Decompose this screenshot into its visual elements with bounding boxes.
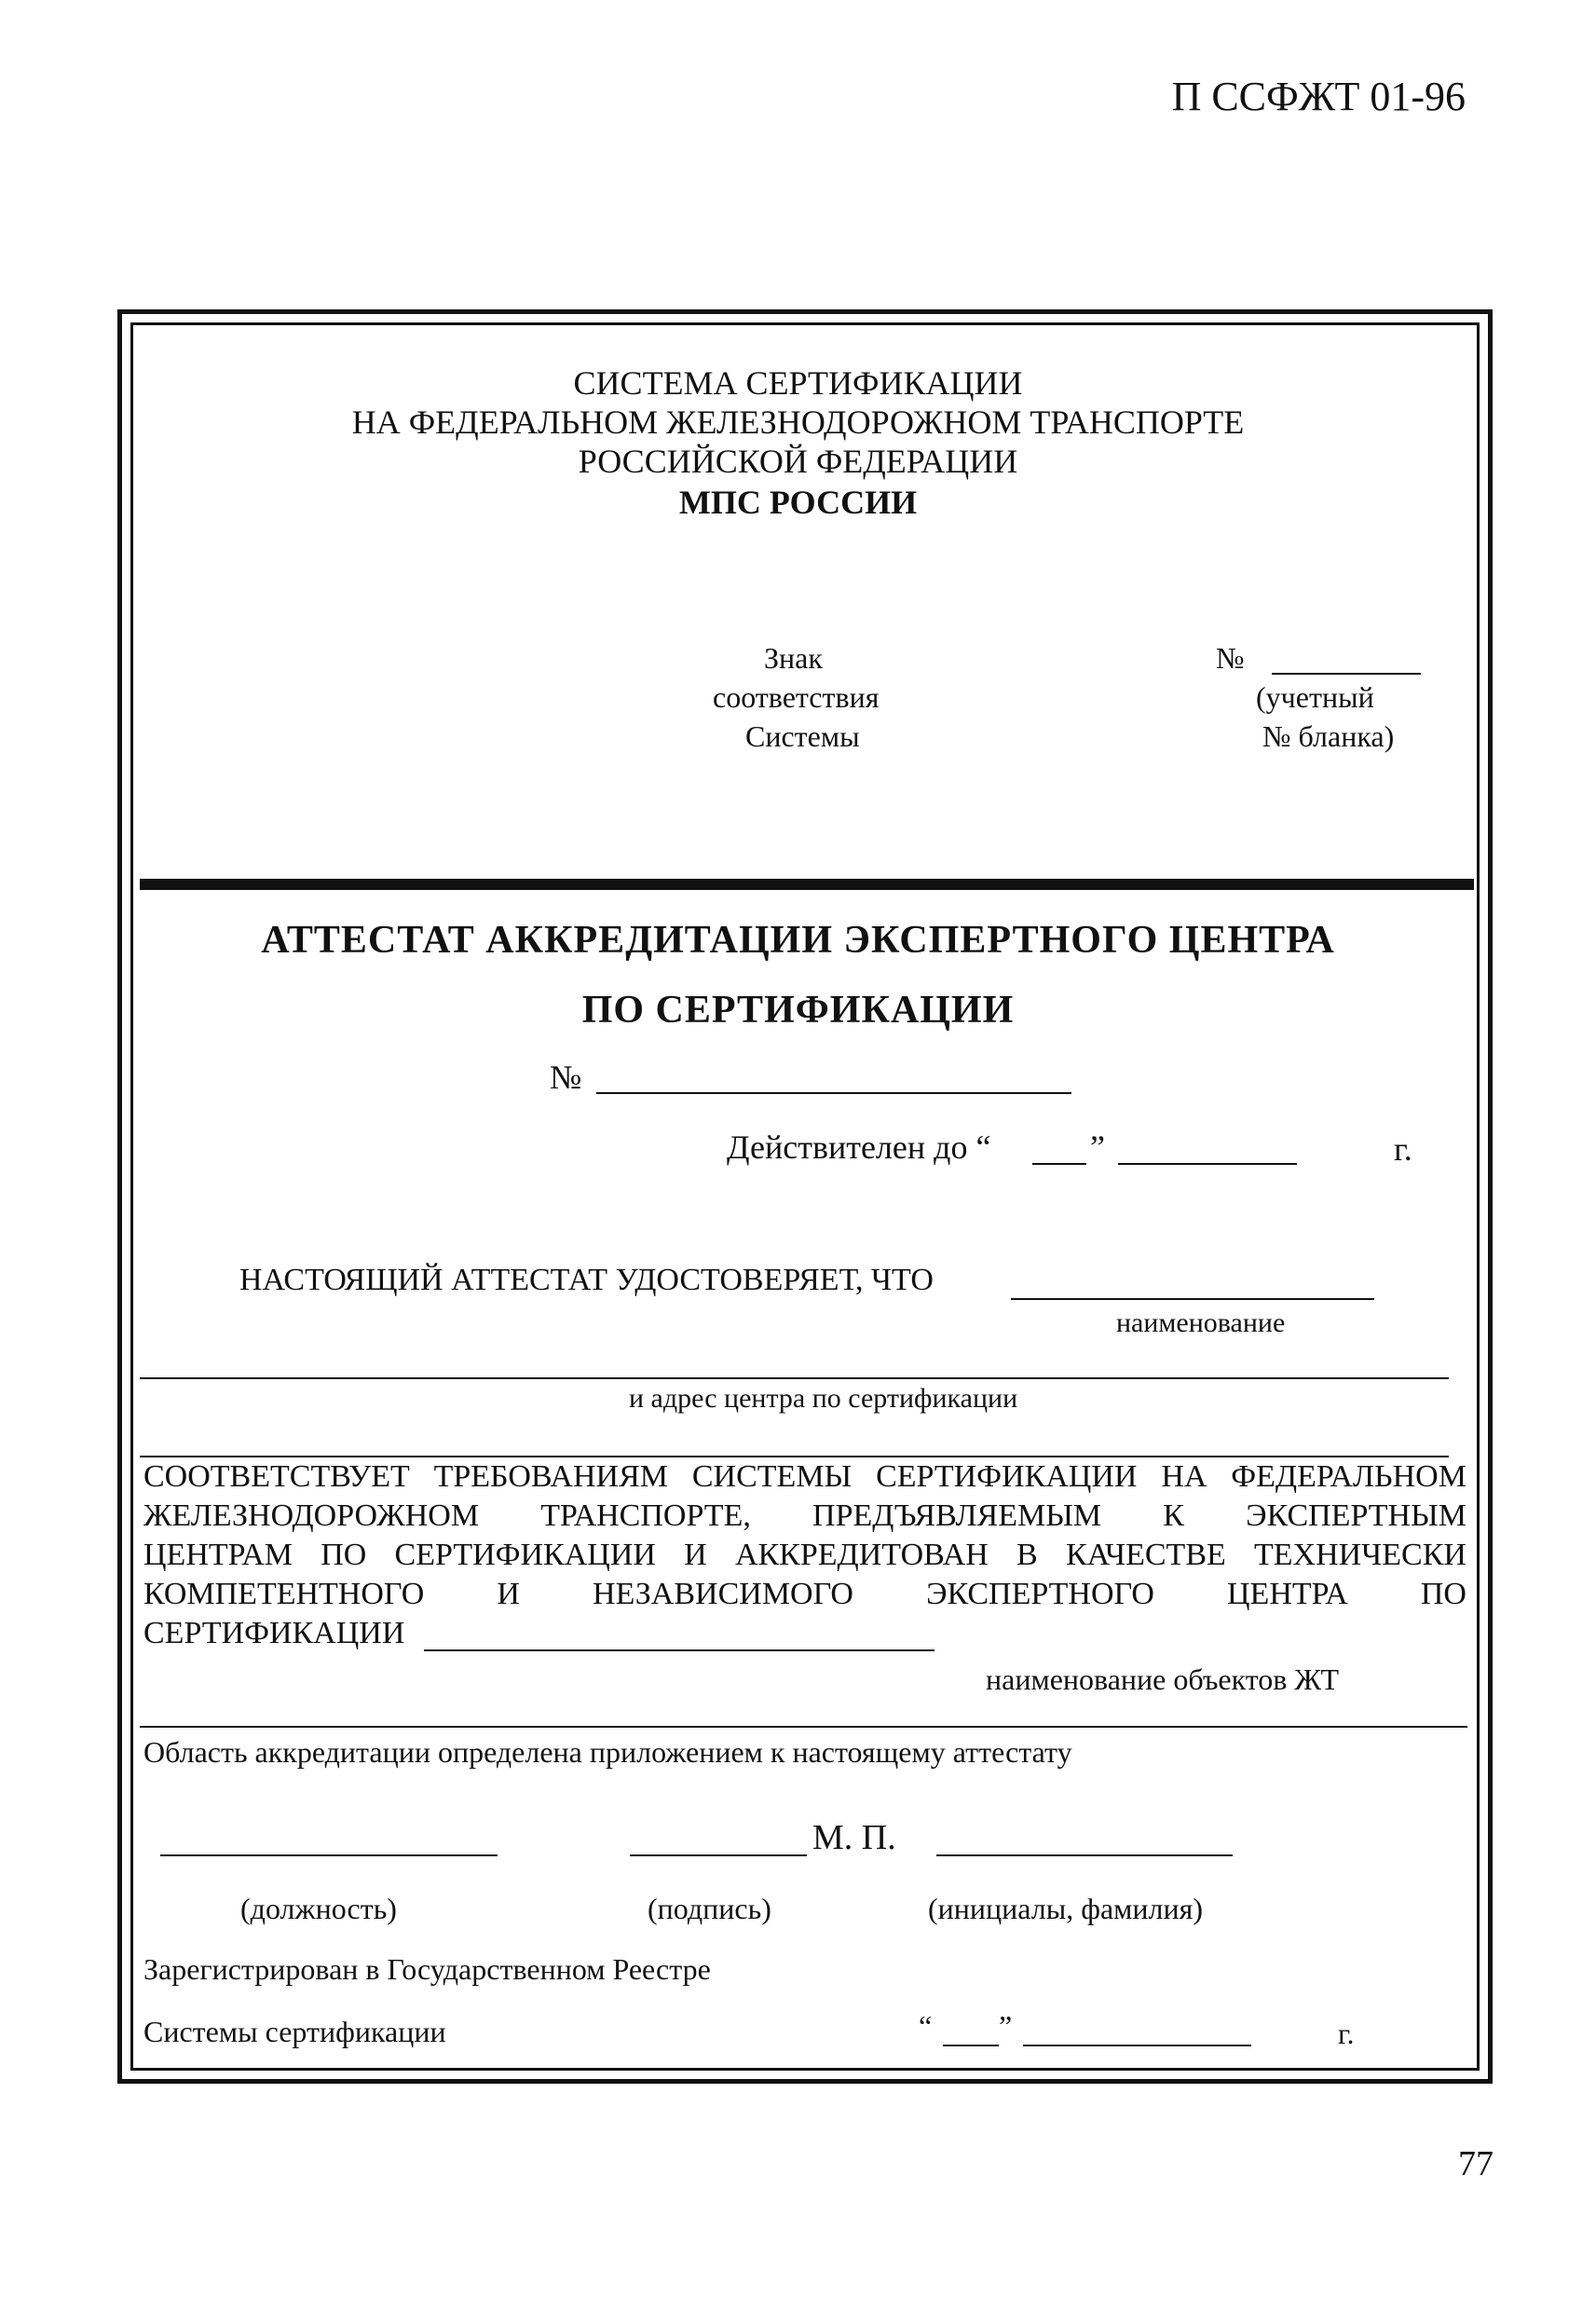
certifies-text: НАСТОЯЩИЙ АТТЕСТАТ УДОСТОВЕРЯЕТ, ЧТО xyxy=(239,1263,934,1297)
signature-field[interactable] xyxy=(630,1854,807,1856)
registry-day-field[interactable] xyxy=(943,2045,999,2046)
compliance-line-1: СООТВЕТСТВУЕТ ТРЕБОВАНИЯМ СИСТЕМЫ СЕРТИФИКАЦИИ НА ФЕДЕРАЛЬНОМ xyxy=(143,1459,1466,1494)
caption-position: (должность) xyxy=(240,1892,397,1925)
title-line-2: ПО СЕРТИФИКАЦИИ xyxy=(581,989,1015,1032)
section-divider xyxy=(140,879,1474,890)
objects-field[interactable] xyxy=(424,1649,934,1651)
registry-line-1: Зарегистрирован в Государственном Реестре xyxy=(143,1952,711,1986)
position-field[interactable] xyxy=(160,1854,498,1856)
objects-field-2[interactable] xyxy=(140,1726,1467,1728)
seal-place-label: М. П. xyxy=(812,1818,896,1857)
page-number: 77 xyxy=(1458,2144,1494,2183)
scope-text: Область аккредитации определена приложением к настоящему аттестату xyxy=(143,1735,1072,1769)
caption-objects: наименование объектов ЖТ xyxy=(986,1662,1340,1696)
blank-caption-1: (учетный xyxy=(1256,680,1374,714)
header-line-1: СИСТЕМА СЕРТИФИКАЦИИ xyxy=(573,364,1023,402)
center-name-field[interactable] xyxy=(1011,1298,1374,1300)
registry-year-suffix: г. xyxy=(1338,2017,1355,2050)
caption-address: и адрес центра по сертификации xyxy=(629,1383,1018,1414)
valid-month-field[interactable] xyxy=(1118,1163,1297,1165)
center-address-field-2[interactable] xyxy=(140,1456,1449,1457)
blank-caption-2: № бланка) xyxy=(1262,719,1395,753)
title-line-1: АТТЕСТАТ АККРЕДИТАЦИИ ЭКСПЕРТНОГО ЦЕНТРА xyxy=(261,919,1335,962)
center-address-field[interactable] xyxy=(140,1377,1449,1379)
compliance-line-2: ЖЕЛЕЗНОДОРОЖНОМ ТРАНСПОРТЕ, ПРЕДЪЯВЛЯЕМЫМ К ЭКСПЕРТНЫМ xyxy=(143,1498,1466,1533)
registry-line-2: Системы сертификации xyxy=(143,2015,446,2048)
compliance-line-4: КОМПЕТЕНТНОГО И НЕЗАВИСИМОГО ЭКСПЕРТНОГО ЦЕНТРА ПО xyxy=(143,1577,1466,1611)
blank-number-field[interactable] xyxy=(1272,673,1421,675)
caption-name: наименование xyxy=(1116,1307,1286,1338)
cert-number-sign: № xyxy=(550,1059,582,1096)
mark-line-1: Знак xyxy=(764,641,823,675)
compliance-line-5: СЕРТИФИКАЦИИ xyxy=(143,1616,405,1650)
registry-month-field[interactable] xyxy=(1023,2045,1251,2046)
header-line-2: НА ФЕДЕРАЛЬНОМ ЖЕЛЕЗНОДОРОЖНОМ ТРАНСПОРТЕ xyxy=(351,404,1245,441)
header-line-4: МПС РОССИИ xyxy=(678,484,918,521)
registry-open-quote: “ xyxy=(919,2009,933,2043)
name-field[interactable] xyxy=(936,1854,1233,1856)
header-line-3: РОССИЙСКОЙ ФЕДЕРАЦИИ xyxy=(578,443,1018,480)
valid-close-quote: ” xyxy=(1090,1129,1105,1166)
mark-line-2: соответствия xyxy=(713,680,880,714)
caption-signature: (подпись) xyxy=(648,1892,771,1925)
caption-initials: (инициалы, фамилия) xyxy=(928,1892,1204,1925)
valid-day-field[interactable] xyxy=(1032,1163,1086,1165)
valid-year-suffix: г. xyxy=(1394,1130,1412,1168)
valid-until-label: Действителен до “ xyxy=(727,1129,991,1166)
mark-line-3: Системы xyxy=(745,719,860,753)
form-frame-inner xyxy=(130,322,1480,2071)
blank-number-sign: № xyxy=(1216,641,1245,675)
registry-close-quote: ” xyxy=(999,2009,1013,2043)
document-code: П ССФЖТ 01-96 xyxy=(1171,74,1466,119)
cert-number-field[interactable] xyxy=(596,1092,1071,1094)
compliance-line-3: ЦЕНТРАМ ПО СЕРТИФИКАЦИИ И АККРЕДИТОВАН В КАЧЕСТВЕ ТЕХНИЧЕСКИ xyxy=(143,1538,1466,1572)
